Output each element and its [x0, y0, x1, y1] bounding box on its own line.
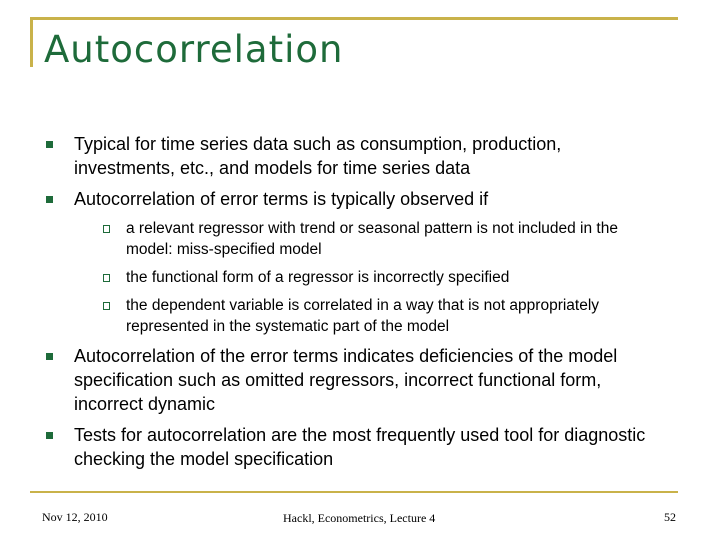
bullet-text: Autocorrelation of the error terms indicates deficiencies of the model specification such as omitted regressors, incorrect functional form, incorrect dynamic: [74, 346, 618, 414]
sub-bullet-item: [74, 295, 666, 337]
sub-bullet-item: [74, 218, 666, 260]
footer-rule: [30, 491, 678, 493]
hollow-square-bullet-icon: [103, 274, 110, 282]
square-bullet-icon: [46, 141, 53, 148]
bullet-item: [46, 423, 666, 471]
bullet-item: [46, 187, 666, 337]
square-bullet-icon: [46, 196, 53, 203]
bullet-text: Autocorrelation of error terms is typically observed if: [74, 189, 489, 209]
sub-bullet-text: the functional form of a regressor is incorrectly specified: [126, 269, 510, 286]
bullet-item: [46, 344, 666, 416]
title-rule-left: [30, 17, 33, 67]
slide-title: Autocorrelation: [44, 28, 344, 71]
footer-title: Hackl, Econometrics, Lecture 4: [283, 511, 436, 525]
sub-bullet-list: [74, 218, 666, 337]
sub-bullet-text: a relevant regressor with trend or seasonal pattern is not included in the model: miss-specified model: [126, 220, 618, 258]
bullet-item: [46, 132, 666, 180]
footer-date: Nov 12, 2010: [42, 510, 108, 524]
page-number: 52: [664, 510, 676, 524]
bullet-text: Tests for autocorrelation are the most frequently used tool for diagnostic checking the model specification: [74, 425, 646, 469]
bullet-text: Typical for time series data such as consumption, production, investments, etc., and models for time series data: [74, 134, 562, 178]
sub-bullet-item: [74, 267, 666, 288]
hollow-square-bullet-icon: [103, 302, 110, 310]
bullet-list: [46, 132, 666, 478]
hollow-square-bullet-icon: [103, 225, 110, 233]
square-bullet-icon: [46, 432, 53, 439]
sub-bullet-text: the dependent variable is correlated in a way that is not appropriately represented in the systematic part of the model: [126, 297, 600, 335]
square-bullet-icon: [46, 353, 53, 360]
title-rule-top: [30, 17, 678, 20]
